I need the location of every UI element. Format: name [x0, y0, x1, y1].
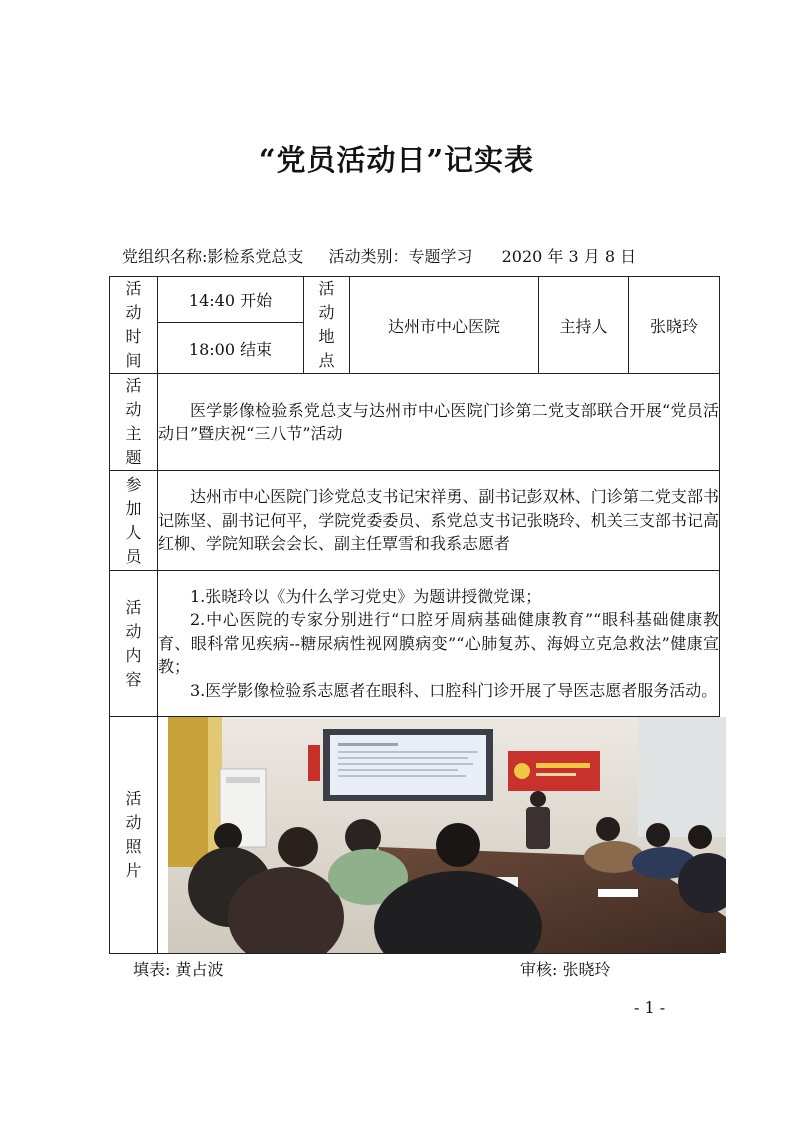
activity-date: 2020 年 3 月 8 日: [501, 247, 637, 266]
activity-place: 达州市中心医院: [350, 277, 539, 374]
label-photo: 活 动 照 片: [110, 717, 158, 954]
activity-photo: [168, 717, 726, 953]
content-item-3: 3.医学影像检验系志愿者在眼科、口腔科门诊开展了导医志愿者服务活动。: [190, 680, 718, 700]
content-cell: [158, 571, 720, 717]
record-table: [109, 276, 720, 954]
label-participants: 参 加 人 员: [110, 471, 158, 571]
org-name: 党组织名称:影检系党总支: [122, 247, 304, 266]
participants-cell: [158, 471, 720, 571]
meta-line: [122, 244, 636, 267]
photo-cell: [158, 717, 720, 954]
activity-photo-image: [168, 717, 726, 953]
label-theme: 活 动 主 题: [110, 374, 158, 471]
activity-category: 活动类别：专题学习: [328, 247, 473, 266]
host-name: 张晓玲: [629, 277, 720, 374]
reviewer-name: 审核: 张晓玲: [520, 960, 611, 979]
label-time: 活 动 时 间: [110, 277, 158, 374]
page-number: - 1 -: [634, 998, 666, 1017]
theme-text: 医学影像检验系党总支与达州市中心医院门诊第二党支部联合开展“党员活动日”暨庆祝“三八节”活动: [158, 400, 719, 443]
start-time: 14:40 开始: [158, 277, 304, 323]
document-title: “党员活动日”记实表: [258, 143, 535, 177]
theme-cell: [158, 374, 720, 471]
content-item-2: 2.中心医院的专家分别进行“口腔牙周病基础健康教育”“眼科基础健康教育、眼科常见疾病--糖尿病性视网膜病变”“心肺复苏、海姆立克急救法”健康宣教；: [158, 610, 719, 677]
filler-name: 填表: 黄占波: [133, 960, 224, 979]
participants-text: 达州市中心医院门诊党总支书记宋祥勇、副书记彭双林、门诊第二党支部书记陈坚、副书记何平，学院党委委员、系党总支书记张晓玲、机关三支部书记高红柳、学院知联会会长、副主任覃雪和我系志愿者: [158, 487, 719, 554]
end-time: 18:00 结束: [158, 323, 304, 374]
content-item-1: 1.张晓玲以《为什么学习党史》为题讲授微党课；: [190, 586, 542, 606]
label-place: 活 动 地 点: [304, 277, 350, 374]
label-content: 活 动 内 容: [110, 571, 158, 717]
label-host: 主持人: [539, 277, 629, 374]
